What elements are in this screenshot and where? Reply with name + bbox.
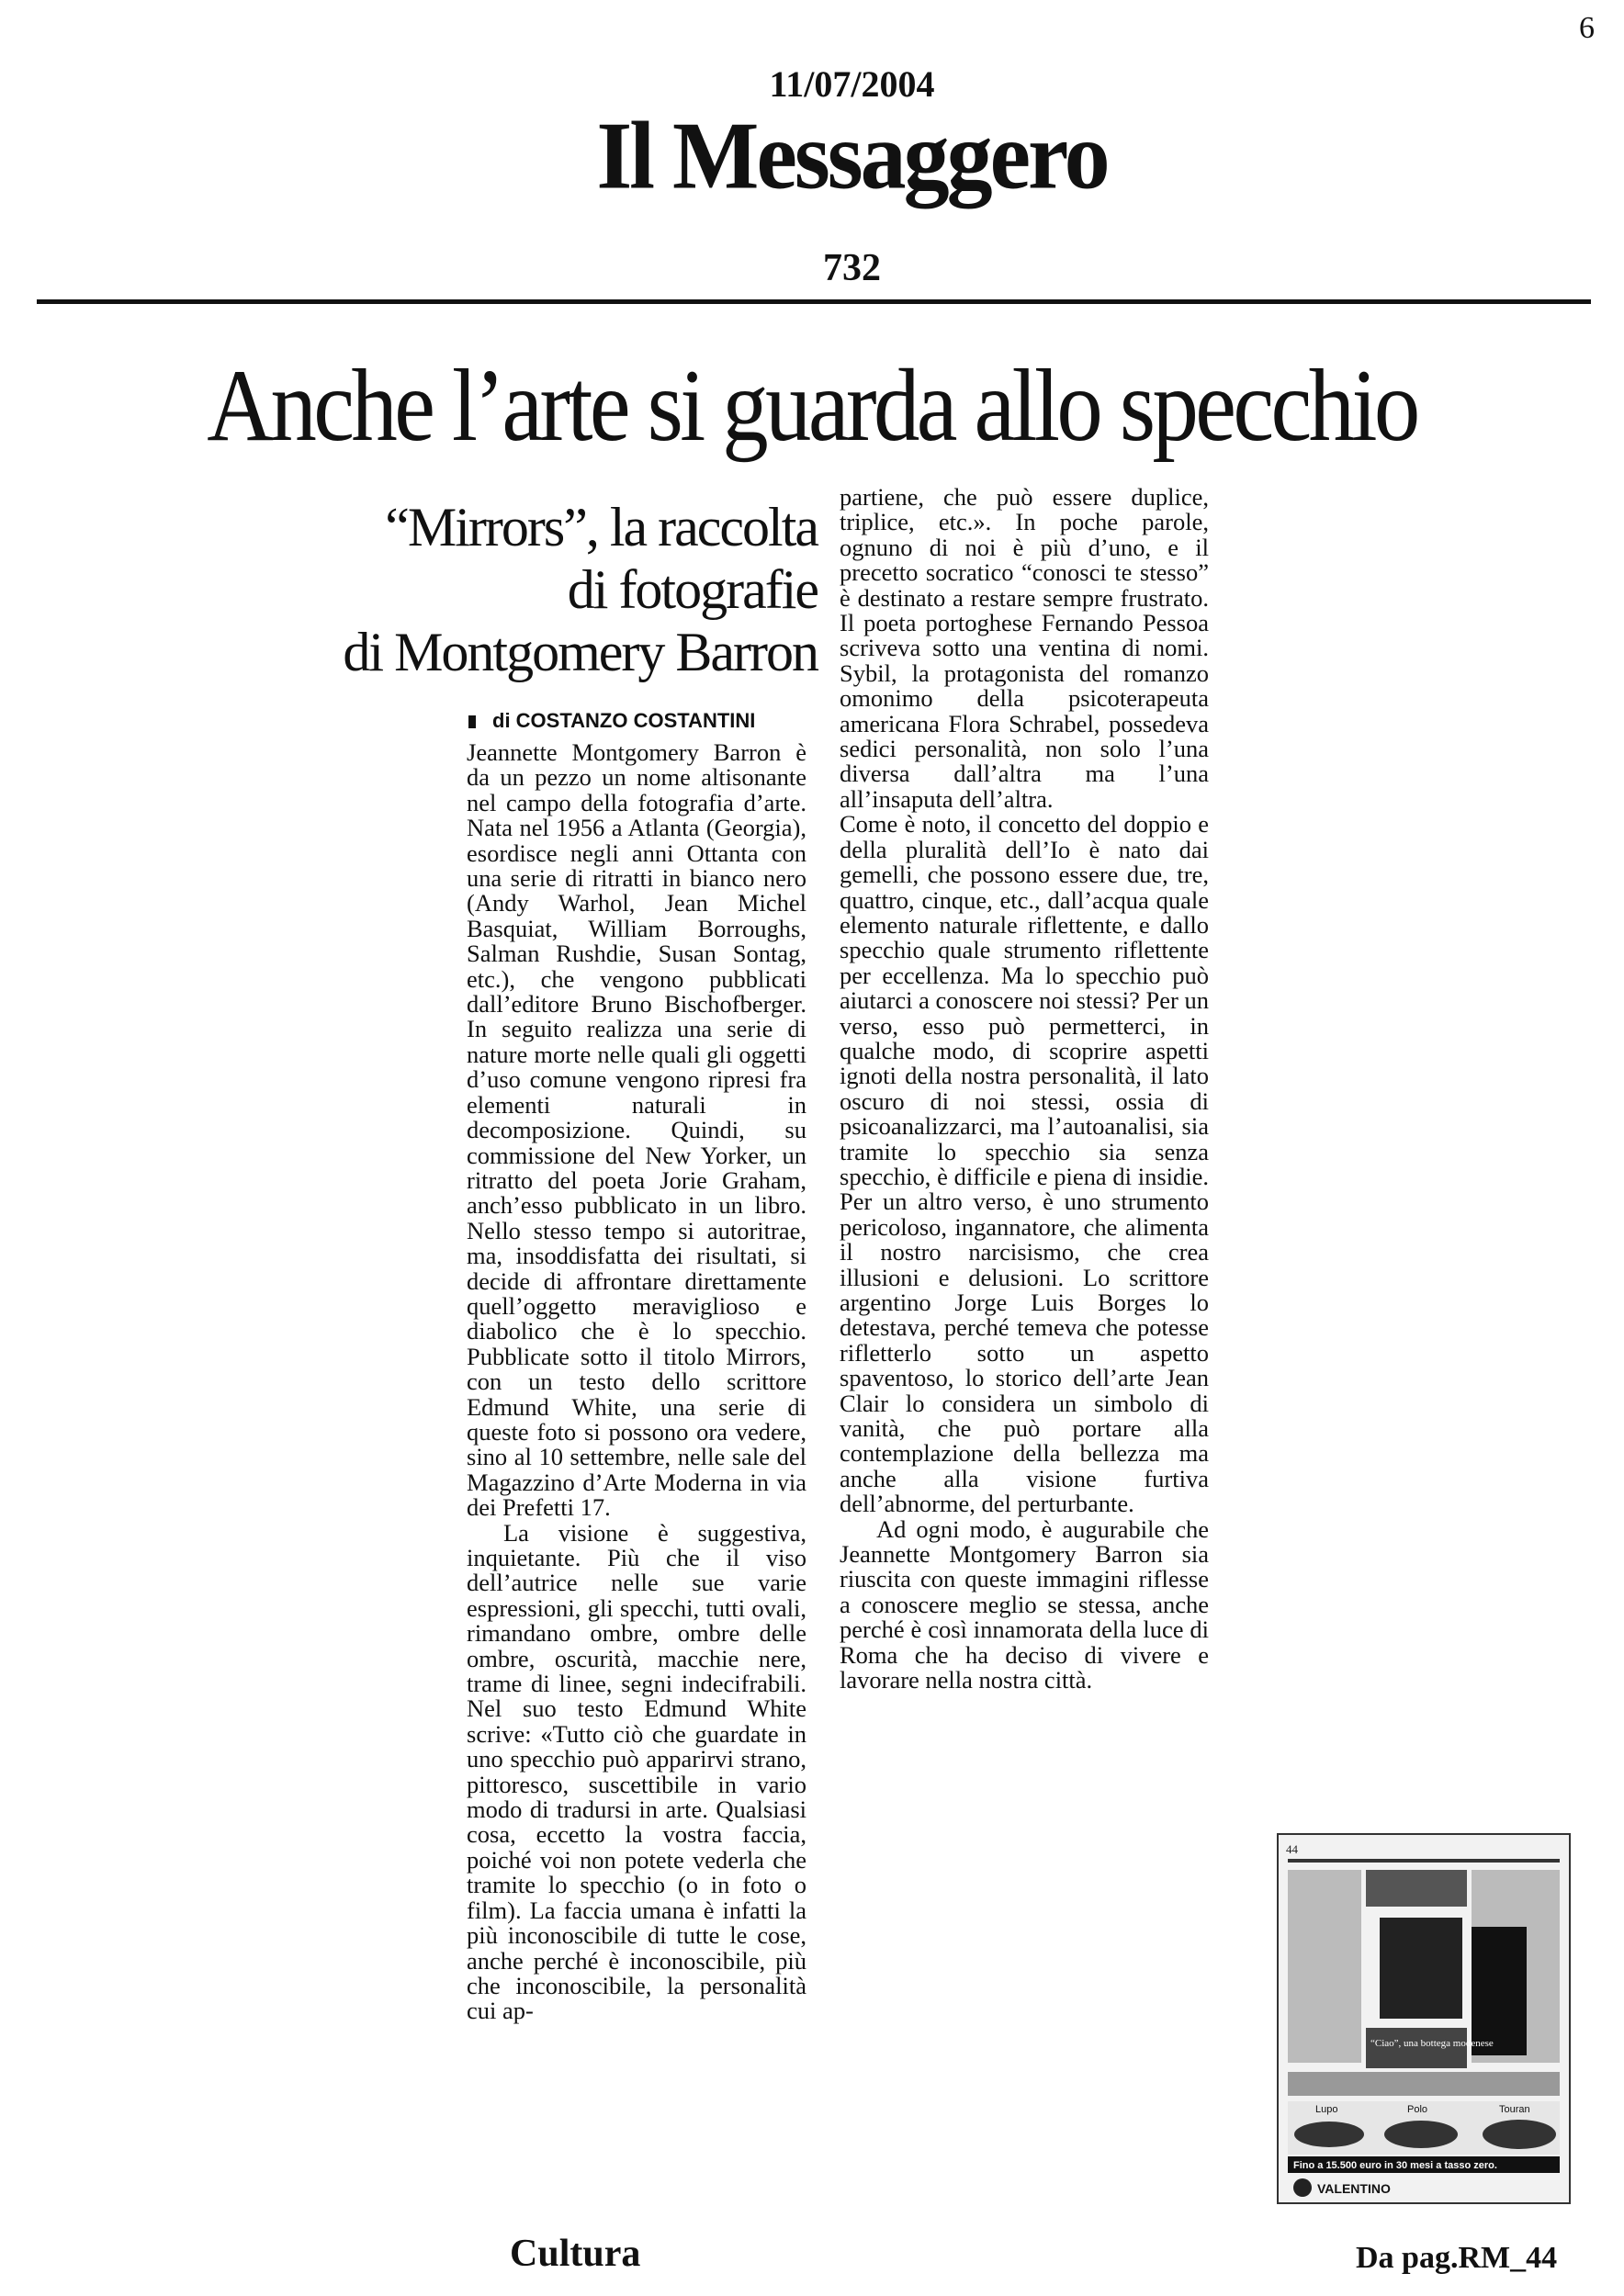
paragraph: partiene, che può essere duplice, triplice, etc.». In poche parole, ognuno di noi è più d’uno, e il precetto socratico “conosci te stesso” è destinato a restare sempre frustrato. Il poeta portoghese Fernando Pessoa scriveva sotto una ventina di nomi. Sybil, la protagonista del romanzo omonimo della psicoterapeuta americana Flora Schrabel, possedeva sedici personalità, non solo l’una diversa dall’altra ma l’una all’insaputa dell’altra. [840,483,1209,813]
page-thumbnail [1277,1833,1571,2204]
byline-text: di COSTANZO COSTANTINI [492,709,756,732]
headline: Anche l’arte si guarda allo specchio [207,349,1417,463]
paragraph: La visione è suggestiva, inquietante. Più che il viso dell’autrice nelle sue varie espressioni, gli specchi, tutti ovali, rimandano ombre, ombre delle ombre, oscurità, macchie nere, trame di linee, segni indecifrabili. Nel suo testo Edmund White scrive: «Tutto ciò che guardate in uno specchio può apparirvi strano, pittoresco, suscettibile in vario modo di tradursi in arte. Qualsiasi cosa, eccetto la vostra faccia, poiché voi non potete vederla che tramite lo specchio (o in foto o film). La faccia umana è infatti la più inconoscibile di tutte le cose, anche perché è inconoscibile, più che inconoscibile, la personalità cui ap- [467,1518,806,2025]
section-label: Cultura [510,2233,641,2275]
article-column-2 [840,485,1209,1694]
page-number: 6 [1579,11,1595,45]
paragraph: Ad ogni modo, è augurabile che Jeannette Montgomery Barron sia riuscita con queste immagini riflesse a conoscere meglio se stessa, anche perché è così innamorata della luce di Roma che ha deciso di vivere e lavorare nella nostra città. [840,1514,1209,1694]
thumb-ad-model: Lupo [1315,2104,1338,2115]
article-column-1 [467,740,806,2024]
thumb-ad-model: Polo [1407,2104,1428,2115]
header-rule [37,299,1591,304]
paragraph: Jeannette Montgomery Barron è da un pezzo un nome altisonante nel campo della fotografia d’arte. Nata nel 1956 a Atlanta (Georgia), esordisce negli anni Ottanta con una serie di ritratti in bianco nero (Andy Warhol, Jean Michel Basquiat, William Borroughs, Salman Rushdie, Susan Sontag, etc.), che vengono pubblicati dall’editore Bruno Bischofberger. In seguito realizza una serie di nature morte nelle quali gli oggetti d’uso comune vengono ripresi fra elementi naturali in decomposizione. Quindi, su commissione del New Yorker, un ritratto del poeta Jorie Graham, anch’esso pubblicato in un libro. Nello stesso tempo si autoritrae, ma, insoddisfatta dei risultati, si decide di affrontare direttamente quell’oggetto meraviglioso e diabolico che è lo specchio. Pubblicate sotto il titolo Mirrors, con un testo dello scrittore Edmund White, una serie di queste foto si possono ora vedere, sino al 10 settembre, nelle sale del Magazzino d’Arte Moderna in via dei Prefetti 17. [467,738,806,1522]
thumb-ad-offer: Fino a 15.500 euro in 30 mesi a tasso zero. [1293,2160,1497,2171]
masthead-logo: Il Messaggero [596,102,1108,209]
source-label: Da pag.RM_44 [1356,2241,1558,2275]
page-code: 732 [823,247,881,289]
issue-date: 11/07/2004 [769,63,935,105]
subhead [276,496,818,683]
paragraph: Come è noto, il concetto del doppio e della pluralità dell’Io è nato dai gemelli, che possono essere due, tre, quattro, cinque, etc., dall’acqua quale elemento naturale riflettente, e dallo specchio quale strumento riflettente per eccellenza. Ma lo specchio può aiutarci a conoscere noi stessi? Per un verso, esso può permetterci, in qualche modo, di scoprire aspetti ignoti della nostra personalità, il lato oscuro di noi stessi, ossia di psicoanalizzarci, ma l’autoanalisi, sia tramite lo specchio sia senza specchio, è difficile e piena di insidie. Per un altro verso, è uno strumento pericoloso, ingannatore, che alimenta il nostro narcisismo, che crea illusioni e delusioni. Lo scrittore argentino Jorge Luis Borges lo detestava, perché temeva che potesse rifletterlo sotto un aspetto spaventoso, lo storico dell’arte Jean Clair lo considera un simbolo di vanità, che può portare alla contemplazione della bellezza ma anche alla visione furtiva dell’abnorme, del perturbante. [840,810,1209,1518]
byline [468,709,755,733]
subhead-line: di Montgomery Barron [343,622,818,682]
thumb-page-label: 44 [1286,1842,1298,1856]
thumbnail-layout [1279,1835,1569,2202]
thumb-ad-model: Touran [1499,2104,1530,2115]
bullet-icon [468,715,476,728]
subhead-line: “Mirrors”, la raccolta [385,497,818,557]
thumb-caption: “Ciao”, una bottega modenese [1370,2038,1494,2049]
thumb-ad-brand: VALENTINO [1317,2181,1391,2196]
subhead-line: di fotografie [567,559,818,620]
